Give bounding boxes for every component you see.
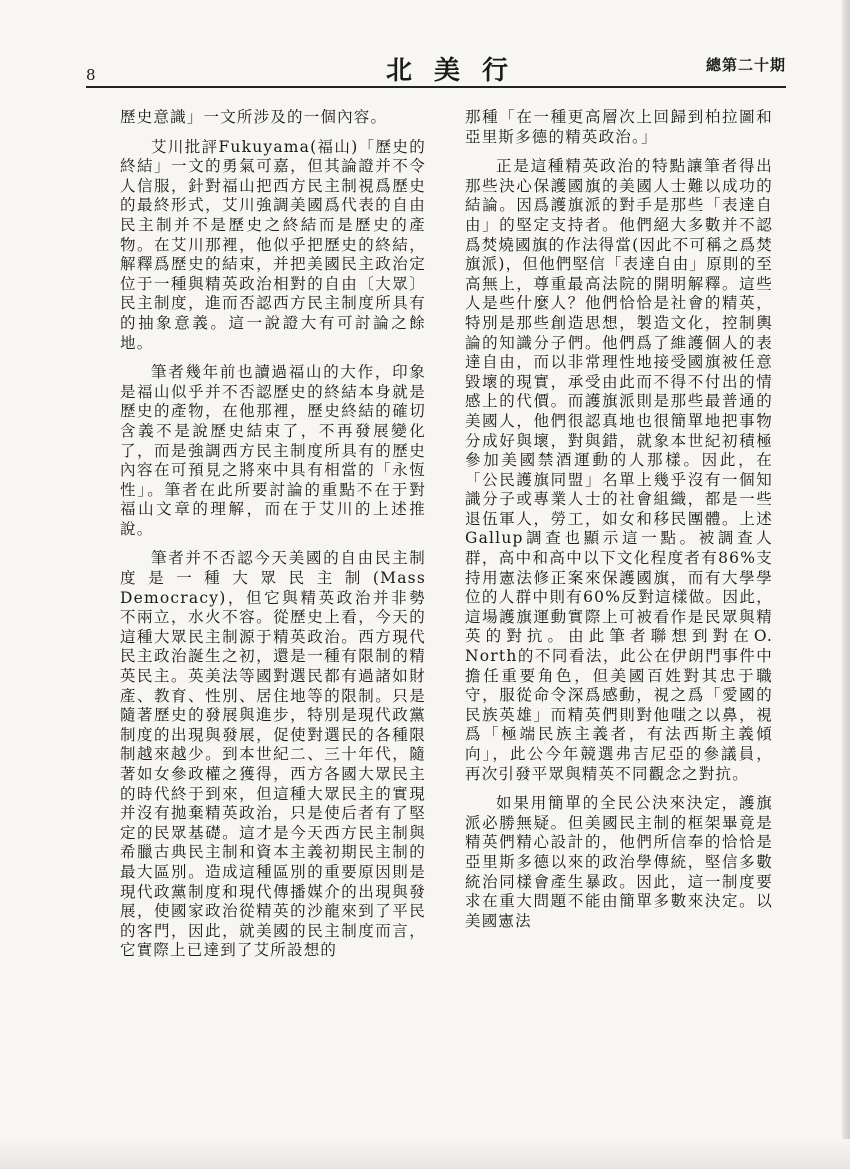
paragraph: 歷史意識」一文所涉及的一個內容。: [120, 108, 388, 126]
right-column: [465, 108, 773, 941]
paragraph: 筆者并不否認今天美國的自由民主制度是一種大眾民主制(Mass Democracy)，但它與精英政治并非勢不兩立，水火不容。從歷史上看，今天的這種大眾民主制源于精英政治。西方現代民主政治誕生之初，還是一種有限制的精英民主。英美法等國對選民都有過諸如財產、教育、性別、居住地等的限制。只是隨著歷史的發展與進步，特別是現代政黨制度的出現與發展，促使對選民的各種限制越來越少。到本世紀二、三十年代，隨著如女參政權之獲得，西方各國大眾民主的時代終于到來，但這種大眾民主的實現并沒有拋棄精英政治，只是使后者有了堅定的民眾基礎。這才是今天西方民主制與希臘古典民主制和資本主義初期民主制的最大區別。造成這種區別的重要原因則是現代政黨制度和現代傳播媒介的出現與發展，使國家政治從精英的沙龍來到了平民的客門，因此，就美國的民主制度而言，它實際上已達到了艾所設想的: [120, 549, 426, 960]
page-number: 8: [86, 66, 96, 84]
page-edge-shadow: [842, 0, 850, 1169]
left-column: [120, 108, 426, 971]
paragraph: 艾川批評Fukuyama(福山)「歷史的終結」一文的勇氣可嘉，但其論證并不令人信服，針對福山把西方民主制視爲歷史的最終形式，艾川強調美國爲代表的自由民主制并不是歷史之終結而是歷史的產物。在艾川那裡，他似乎把歷史的終結，解釋爲歷史的結束，并把美國民主政治定位于一種與精英政治相對的自由〔大眾〕民主制度，進而否認西方民主制度所具有的抽象意義。這一說證大有可討論之餘地。: [120, 137, 426, 352]
masthead-title: 北美行: [386, 56, 531, 86]
paragraph: 筆者幾年前也讀過福山的大作，印象是福山似乎并不否認歷史的終結本身就是歷史的產物，在他那裡，歷史終結的確切含義不是說歷史結束了，不再發展變化了，而是強調西方民主制度所具有的歷史內容在可預見之將來中具有相當的「永恆性」。筆者在此所要討論的重點不在于對福山文章的理解，而在于艾川的上述推說。: [120, 363, 426, 538]
page-header: [86, 44, 786, 84]
header-rule: [86, 86, 786, 88]
paragraph: 那種「在一種更高層次上回歸到柏拉圖和亞里斯多德的精英政治。」: [465, 108, 773, 146]
paragraph: 如果用簡單的全民公決來決定，護旗派必勝無疑。但美國民主制的框架畢竟是精英們精心設計的，他們所信奉的恰恰是亞里斯多德以來的政治學傳統，堅信多數統治同樣會產生暴政。因此，這一制度要求在重大問題不能由簡單多數來決定。以美國憲法: [465, 794, 773, 930]
page-bottom-shadow: [0, 1139, 850, 1169]
issue-number: 總第二十期: [705, 56, 786, 74]
paragraph: 正是這種精英政治的特點讓筆者得出那些決心保護國旗的美國人士難以成功的結論。因爲護旗派的對手是那些「表達自由」的堅定支持者。他們絕大多數并不認爲焚燒國旗的作法得當(因此不可稱之爲焚旗派)，但他們堅信「表達自由」原則的至高無上，尊重最高法院的開明解釋。這些人是些什麼人？他們恰恰是社會的精英，特別是那些創造思想，製造文化，控制輿論的知識分子們。他們爲了維護個人的表達自由，而以非常理性地接受國旗被任意毀壞的現實，承受由此而不得不付出的情感上的代價。而護旗派則是那些最普通的美國人，他們很認真地也很簡單地把事物分成好與壞，對與錯，就象本世紀初積極參加美國禁酒運動的人那樣。因此，在「公民護旗同盟」名單上幾乎沒有一個知識分子或專業人士的社會組織，都是一些退伍軍人，勞工，如女和移民團體。上述Gallup調查也顯示這一點。被調查人群，高中和高中以下文化程度者有86%支持用憲法修正案來保護國旗，而有大學學位的人群中則有60%反對這樣做。因此，這場護旗運動實際上可被看作是民眾與精英的對抗。由此筆者聯想到對在O. North的不同看法，此公在伊朗門事件中擔任重要角色，但美國百姓對其忠于職守，服從命令深爲感動，視之爲「愛國的民族英雄」而精英們則對他嗤之以鼻，視爲「極端民族主義者，有法西斯主義傾向」，此公今年競選弗吉尼亞的參議員，再次引發平眾與精英不同觀念之對抗。: [465, 157, 773, 783]
